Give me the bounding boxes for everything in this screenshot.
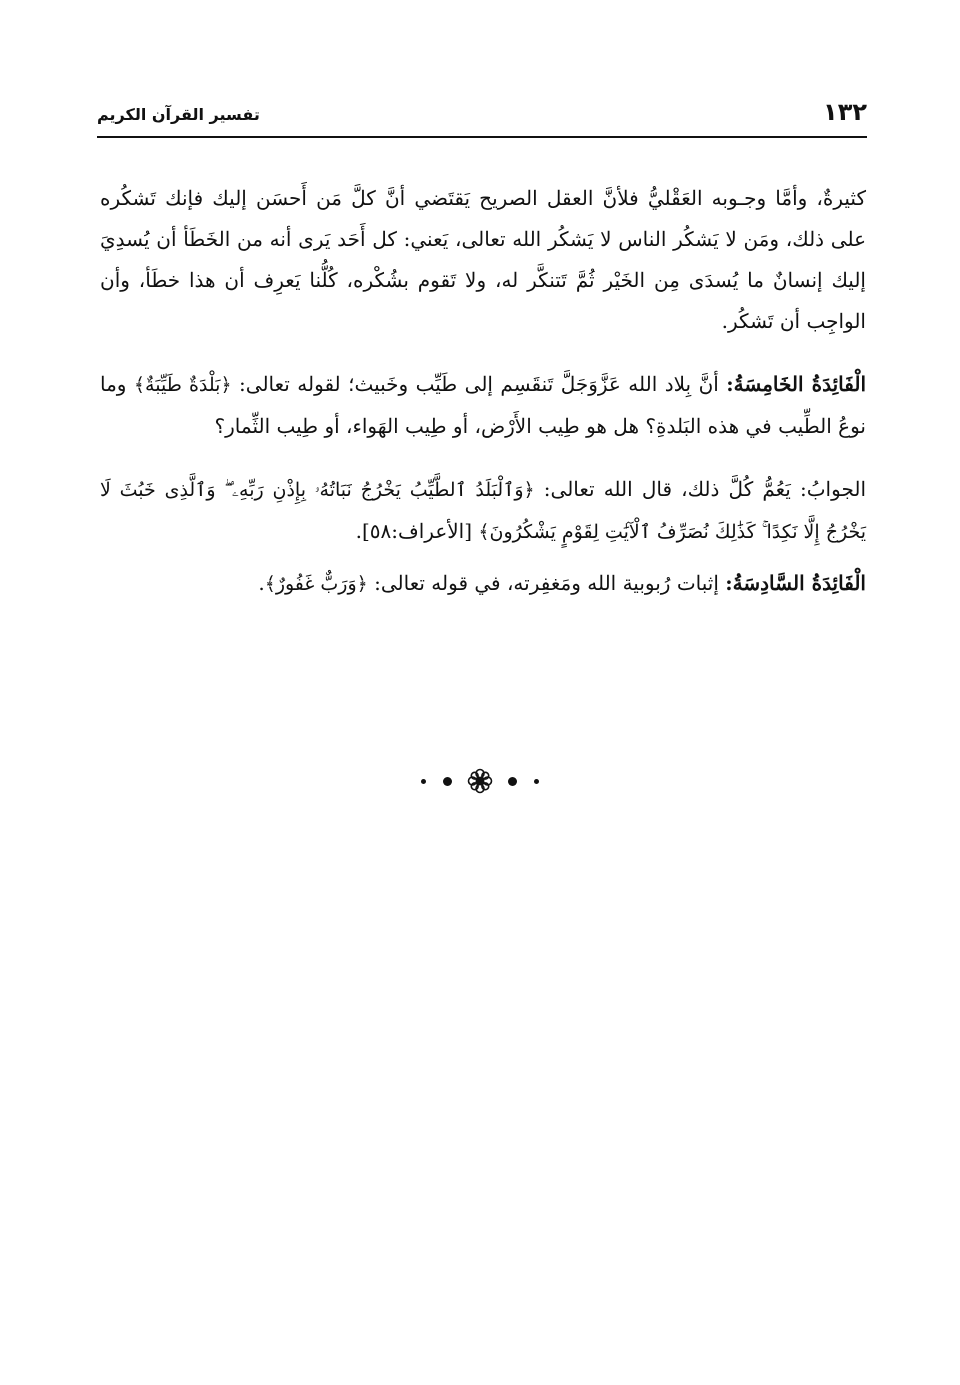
running-title: تفسير القرآن الكريم — [97, 105, 260, 124]
section-end-ornament — [0, 768, 960, 794]
paragraph-4-text: إثبات رُبوبية الله ومَغفِرته، في قوله تعالى: — [374, 571, 719, 595]
paragraph-2-text: أنَّ بِلاد الله عَزَّوَجَلَّ تَنقَسِم إلى طَيِّب وخَبيث؛ لقوله تعالى: — [239, 372, 719, 396]
ornament-dot-icon — [534, 779, 539, 784]
body-text — [100, 178, 866, 605]
paragraph-gap — [100, 447, 866, 469]
paragraph-gap — [100, 553, 866, 563]
paragraph-3 — [100, 469, 866, 553]
paragraph-4 — [100, 563, 866, 605]
quran-quote-2: ﴿وَٱلْبَلَدُ ٱلطَّيِّبُ يَخْرُجُ نَبَاتُهُۥ بِإِذْنِ رَبِّهِۦ ۖ وَٱلَّذِى خَبُثَ لَا يَخْرُجُ إِلَّا نَكِدًا ۚ كَذَٰلِكَ نُصَرِّفُ ٱلْآيَٰتِ لِقَوْمٍ يَشْكُرُونَ﴾ — [100, 479, 866, 543]
ornament-dot-icon — [443, 777, 452, 786]
answer-text: الجوابُ: يَعُمُّ كُلَّ ذلك، قال الله تعالى: — [543, 477, 866, 501]
verse-reference: [الأعراف:٥٨]. — [355, 519, 473, 543]
benefit-five-heading: الْفَائِدَةُ الخَامِسَةُ: — [726, 372, 867, 396]
benefit-six-heading: الْفَائِدَةُ السَّادِسَةُ: — [725, 571, 866, 595]
paragraph-gap — [100, 342, 866, 364]
page-number: ١٣٢ — [823, 98, 867, 126]
ornament-dot-icon — [421, 779, 426, 784]
paragraph-2-rest: وما نوعُ الطِّيب في هذه البَلدةِ؟ هل هو طِيب الأَرْض، أو طِيب الهَواء، أو طِيب الثِّمار؟ — [100, 372, 866, 438]
page-header — [97, 96, 867, 132]
header-rule — [97, 136, 867, 138]
ornament-dot-icon — [508, 777, 517, 786]
quran-quote-3: ﴿وَرَبٌّ غَفُورٌ﴾ — [264, 573, 368, 595]
flower-ornament-icon — [467, 768, 493, 794]
paragraph-2 — [100, 364, 866, 447]
paragraph-1: كثيرةٌ، وأمَّا وجـوبه العَقْليُّ فلأنَّ العقل الصريح يَقتَضي أنَّ كلَّ مَن أَحسَن إليك فإنك تَشكُره على ذلك، ومَن لا يَشكُر الناس لا يَشكُر الله تعالى، يَعني: كل أَحَد يَرى أنه من الخَطَأ أن يُسدِيَ إليك إنسانٌ ما يُسدَى مِن الخَيْر ثُمَّ تَتنكَّر له، ولا تَقوم بشُكْره، كُلُّنا يَعرِف أن هذا خطَأ، وأن الواجِب أن تَشكُر. — [100, 186, 866, 333]
quran-quote-1: ﴿بَلْدَةٌ طَيِّبَةٌ﴾ — [133, 374, 232, 396]
paragraph-4-end: . — [258, 571, 265, 595]
